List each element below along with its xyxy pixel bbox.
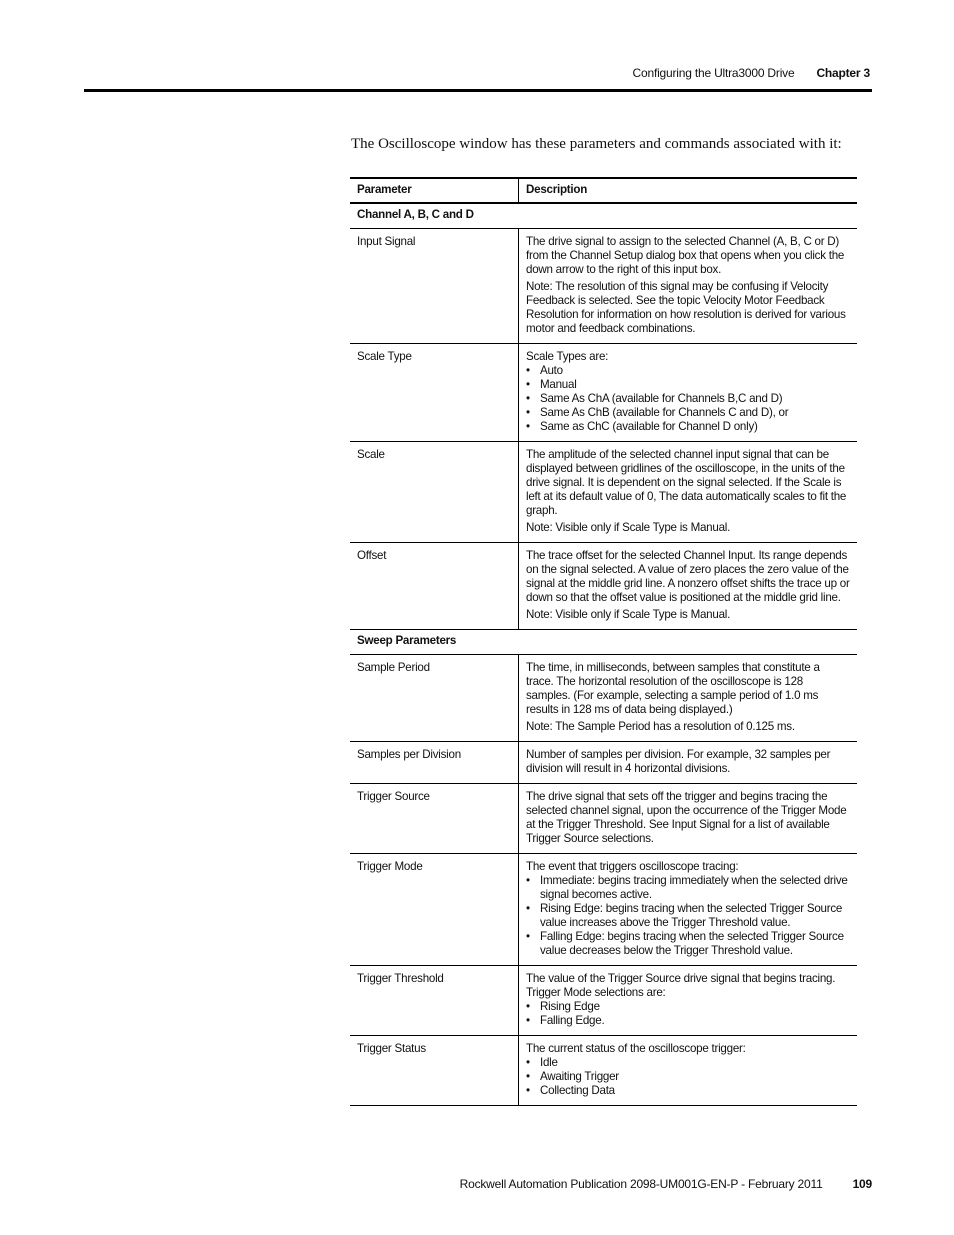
bullet-list [526, 1056, 850, 1098]
description-paragraph: The event that triggers oscilloscope tracing: [526, 860, 739, 873]
table-header-row [350, 178, 857, 203]
parameter-description [519, 1036, 858, 1106]
table-row [350, 854, 857, 966]
parameter-description [519, 344, 858, 442]
header-rule [84, 89, 872, 92]
description-paragraph: Note: The Sample Period has a resolution of 0.125 ms. [526, 720, 795, 733]
intro-paragraph: The Oscilloscope window has these parameters and commands associated with it: [351, 136, 842, 152]
bullet-list [526, 1000, 850, 1028]
bullet-item: • Rising Edge: begins tracing when the selected Trigger Source value increases above the Trigger Threshold value. [526, 902, 850, 930]
description-paragraph: The drive signal to assign to the selected Channel (A, B, C or D) from the Channel Setup dialog box that opens when you click the down arrow to the right of this input box. [526, 235, 845, 276]
parameter-description [519, 442, 858, 543]
description-paragraph: Note: The resolution of this signal may be confusing if Velocity Feedback is selected. See the topic Velocity Motor Feedback Resolution for information on how resolution is derived for various motor and feedback combinations. [526, 280, 846, 335]
column-header-description: Description [519, 178, 858, 203]
bullet-item: • Immediate: begins tracing immediately when the selected drive signal becomes active. [526, 874, 850, 902]
bullet-item: • Same As ChA (available for Channels B,C and D) [526, 392, 850, 406]
footer-publication: Rockwell Automation Publication 2098-UM001G-EN-P - February 2011 [459, 1177, 823, 1191]
table-row [350, 344, 857, 442]
bullet-item: • Collecting Data [526, 1084, 850, 1098]
description-paragraph: Note: Visible only if Scale Type is Manual. [526, 608, 731, 621]
parameter-name: Trigger Status [350, 1036, 519, 1106]
bullet-list [526, 364, 850, 434]
bullet-item: • Manual [526, 378, 850, 392]
parameter-description [519, 966, 858, 1036]
description-paragraph: The time, in milliseconds, between samples that constitute a trace. The horizontal resolution of the oscilloscope is 128 samples. (For example, selecting a sample period of 1.0 ms results in 128 ms of data being displayed.) [526, 661, 820, 716]
table-row [350, 784, 857, 854]
table-row [350, 1036, 857, 1106]
parameter-name: Samples per Division [350, 742, 519, 784]
parameter-description [519, 784, 858, 854]
header-title: Configuring the Ultra3000 Drive [632, 66, 795, 80]
parameter-name: Scale [350, 442, 519, 543]
parameter-name: Sample Period [350, 655, 519, 742]
description-paragraph: The value of the Trigger Source drive signal that begins tracing. Trigger Mode selections are: [526, 972, 836, 999]
parameter-description [519, 655, 858, 742]
bullet-item: • Rising Edge [526, 1000, 850, 1014]
parameter-description [519, 229, 858, 344]
table-row [350, 966, 857, 1036]
page-number: 109 [852, 1177, 872, 1191]
table-row [350, 229, 857, 344]
description-paragraph: Scale Types are: [526, 350, 609, 363]
table-row [350, 543, 857, 630]
table-row [350, 442, 857, 543]
group-label: Channel A, B, C and D [350, 203, 857, 229]
description-paragraph: The trace offset for the selected Channel Input. Its range depends on the signal selected. A value of zero places the zero value of the signal at the middle grid line. A nonzero offset shifts the trace up or down so that the offset value is positioned at the middle grid line. [526, 549, 850, 604]
running-header [84, 66, 870, 80]
parameter-name: Input Signal [350, 229, 519, 344]
table-row [350, 742, 857, 784]
table-group-row [350, 630, 857, 655]
description-paragraph: Note: Visible only if Scale Type is Manual. [526, 521, 731, 534]
parameter-name: Scale Type [350, 344, 519, 442]
header-chapter: Chapter 3 [816, 66, 870, 80]
bullet-item: • Idle [526, 1056, 850, 1070]
parameter-name: Trigger Threshold [350, 966, 519, 1036]
parameter-description [519, 742, 858, 784]
parameter-description [519, 854, 858, 966]
page-footer [84, 1177, 872, 1191]
bullet-item: • Same As ChB (available for Channels C and D), or [526, 406, 850, 420]
parameter-name: Trigger Mode [350, 854, 519, 966]
group-label: Sweep Parameters [350, 630, 857, 655]
table-group-row [350, 203, 857, 229]
bullet-item: • Falling Edge: begins tracing when the selected Trigger Source value decreases below the Trigger Threshold value. [526, 930, 850, 958]
description-paragraph: The amplitude of the selected channel input signal that can be displayed between gridlines of the oscilloscope, in the units of the drive signal. It is dependent on the signal selected. If the Scale is left at its default value of 0, The data automatically scales to fit the graph. [526, 448, 847, 517]
bullet-item: • Same as ChC (available for Channel D only) [526, 420, 850, 434]
column-header-parameter: Parameter [350, 178, 519, 203]
table-body [350, 203, 857, 1106]
parameter-description [519, 543, 858, 630]
table-row [350, 655, 857, 742]
description-paragraph: The drive signal that sets off the trigger and begins tracing the selected channel signal, upon the occurrence of the Trigger Mode at the Trigger Threshold. See Input Signal for a list of available Trigger Source selections. [526, 790, 847, 845]
parameter-table [350, 177, 857, 1106]
bullet-item: • Falling Edge. [526, 1014, 850, 1028]
bullet-item: • Auto [526, 364, 850, 378]
description-paragraph: The current status of the oscilloscope trigger: [526, 1042, 746, 1055]
parameter-name: Offset [350, 543, 519, 630]
bullet-item: • Awaiting Trigger [526, 1070, 850, 1084]
parameter-name: Trigger Source [350, 784, 519, 854]
bullet-list [526, 874, 850, 958]
description-paragraph: Number of samples per division. For example, 32 samples per division will result in 4 horizontal divisions. [526, 748, 831, 775]
